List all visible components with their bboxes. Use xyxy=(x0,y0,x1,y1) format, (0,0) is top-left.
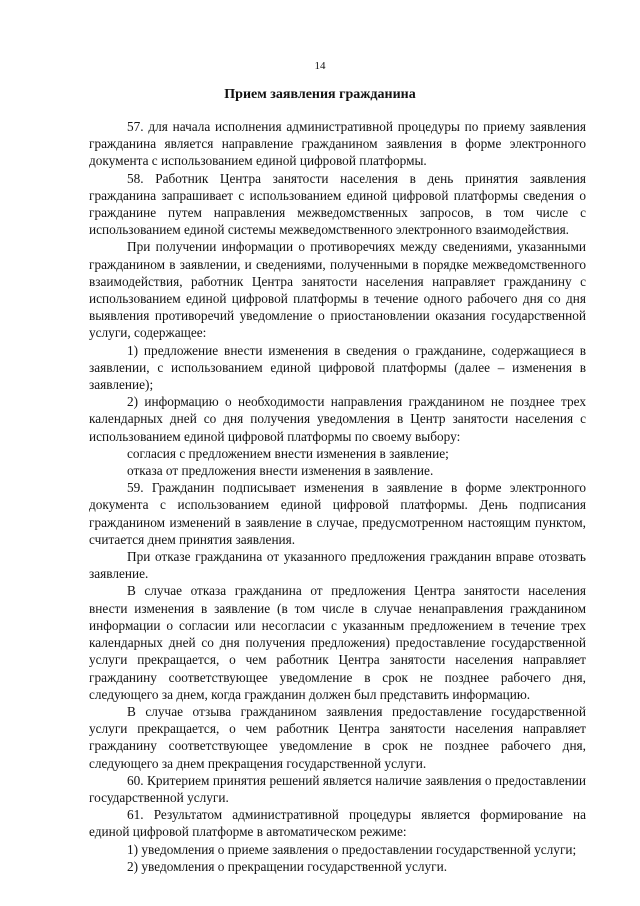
paragraph-59: 59. Гражданин подписывает изменения в заявление в форме электронного документа с использованием единой цифровой платформы. День подписания гражданином изменений в заявление в случае, предусмотренном настоящим пунктом, считается днем принятия заявления. xyxy=(89,480,586,547)
list-item-1: 1) предложение внести изменения в сведения о гражданине, содержащиеся в заявлении, с использованием единой цифровой платформы (далее – изменения в заявление); xyxy=(89,342,586,393)
page-number: 14 xyxy=(314,60,326,72)
section-heading: Прием заявления гражданина xyxy=(224,87,416,102)
paragraph-contradictions: При получении информации о противоречиях между сведениями, указанными гражданином в заявлении, и сведениями, полученными в порядке межведомственного взаимодействия, работник Центра занятости населения направляет гражданину с использованием единой цифровой платформы в течение одного рабочего дня со дня выявления противоречий уведомление о приостановлении оказания государственной услуги, содержащее: xyxy=(89,239,586,341)
result-item-2: 2) уведомления о прекращении государственной услуги. xyxy=(127,858,448,874)
paragraph-withdrawal-case: В случае отзыва гражданином заявления предоставление государственной услуги прекращается, о чем работник Центра занятости населения направляет гражданину соответствующее уведомление в срок не позднее рабочего дня, следующего за днем прекращения государственной услуги. xyxy=(89,703,586,771)
choice-refuse: отказа от предложения внести изменения в заявление. xyxy=(127,463,434,479)
list-item-2: 2) информацию о необходимости направления гражданином не позднее трех календарных дней со дня получения уведомления в Центр занятости населения с использованием единой цифровой платформы по своему выбору: xyxy=(89,394,586,444)
paragraph-58: 58. Работник Центра занятости населения в день принятия заявления гражданина запрашивает с использованием единой цифровой платформы сведения о гражданине путем направления межведомственных запросов, в том числе с использованием единой системы межведомственного электронного взаимодействия. xyxy=(89,170,586,238)
paragraph-refusal-case: В случае отказа гражданина от предложения Центра занятости населения внести изменения в заявление (в том числе в случае ненаправления гражданином информации о согласии или несогласии с указанным предложением в течение трех календарных дней со дня получения предложения) предоставление государственной услуги прекращается, о чем работник Центра занятости населения направляет гражданину соответствующее уведомление в срок не позднее рабочего дня, следующего за днем, когда гражданин должен был представить информацию. xyxy=(89,583,586,702)
paragraph-61: 61. Результатом административной процедуры является формирование на единой цифровой платформе в автоматическом режиме: xyxy=(89,807,586,840)
document-body xyxy=(89,118,586,875)
paragraph-57: 57. для начала исполнения административной процедуры по приему заявления гражданина является направление гражданином заявления в форме электронного документа с использованием единой цифровой платформы. xyxy=(89,119,586,169)
paragraph-withdraw-right: При отказе гражданина от указанного предложения гражданин вправе отозвать заявление. xyxy=(89,549,586,582)
paragraph-60: 60. Критерием принятия решений является наличие заявления о предоставлении государственной услуги. xyxy=(89,772,586,805)
choice-agree: согласия с предложением внести изменения в заявление; xyxy=(127,445,449,461)
result-item-1: 1) уведомления о приеме заявления о предоставлении государственной услуги; xyxy=(127,841,577,857)
